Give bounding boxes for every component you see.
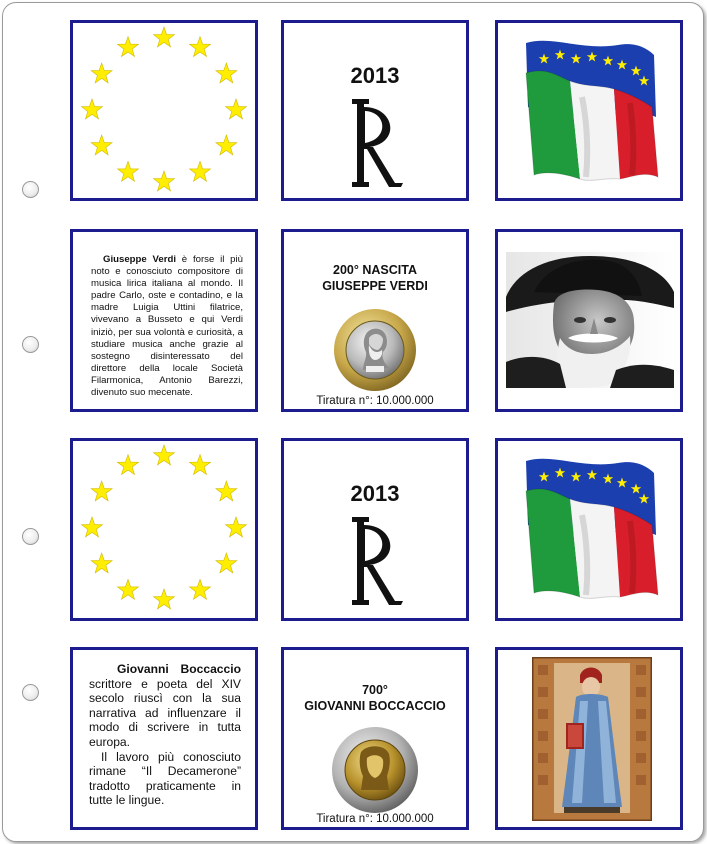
eu-star-icon	[226, 517, 247, 537]
binder-hole-icon	[22, 528, 39, 545]
coin-panel-verdi	[281, 229, 469, 412]
eu-star-icon	[216, 481, 237, 501]
eu-stars-panel	[70, 20, 258, 201]
description-text: Giuseppe Verdi è forse il più noto e conosciuto compositore di musica lirica italiana al mondo. Il padre Carlo, oste e contadino, e la madre Luigia Uttini filatrice, vivevano a Busseto e qui Verdi iniziò, per sua volontà e curiosità, a studiare musica anche grazie al sostegno disinteressato del direttore della locale Società Filarmonica, Antonio Barezzi, divenuto suo mecenate.	[91, 254, 243, 399]
eu-italy-flag-icon	[522, 455, 662, 603]
boccaccio-fresco-image	[532, 657, 652, 821]
binder-hole-icon	[22, 684, 39, 701]
year-panel	[281, 20, 469, 201]
eu-star-icon	[91, 481, 112, 501]
eu-star-icon	[190, 455, 211, 475]
description-panel-boccaccio	[70, 647, 258, 830]
coin-title: 700° GIOVANNI BOCCACCIO	[304, 683, 446, 713]
issue-year: 2013	[350, 63, 400, 88]
flag-panel	[495, 20, 683, 201]
eu-star-icon	[118, 455, 139, 475]
eu-star-icon	[82, 517, 103, 537]
portrait-panel-boccaccio	[495, 647, 683, 830]
eu-star-icon	[216, 553, 237, 573]
eu-star-icon	[154, 445, 175, 465]
coin-title: 200° NASCITA GIUSEPPE VERDI	[322, 263, 428, 293]
eu-star-icon	[91, 135, 112, 155]
eu-star-icon	[190, 161, 211, 181]
eu-star-icon	[91, 553, 112, 573]
eu-star-icon	[91, 63, 112, 83]
eu-star-icon	[154, 171, 175, 191]
coin-panel-boccaccio	[281, 647, 469, 830]
description-text: Giovanni Boccaccio scrittore e poeta del XIV secolo riuscì con la sua narrativa ad influenzare il modo di scrivere in tutta europa. Il lavoro più conosciuto rimane “Il Decamerone” tradotto praticamente in tutte le lingue.	[89, 662, 241, 808]
verdi-portrait-image	[506, 252, 674, 388]
description-subject: Giovanni Boccaccio	[117, 662, 241, 676]
eu-star-icon	[118, 161, 139, 181]
coin-image	[333, 308, 417, 392]
issue-year: 2013	[350, 481, 400, 506]
mintage-text: Tiratura n°: 10.000.000	[316, 395, 434, 407]
description-subject: Giuseppe Verdi	[103, 254, 176, 265]
portrait-panel-verdi	[495, 229, 683, 412]
binder-hole-icon	[22, 181, 39, 198]
year-panel	[281, 438, 469, 621]
eu-stars-circle-icon	[73, 23, 255, 198]
eu-stars-circle-icon	[73, 441, 255, 616]
coin-image	[331, 726, 419, 814]
eu-star-icon	[216, 63, 237, 83]
album-page	[2, 2, 704, 842]
eu-star-icon	[190, 579, 211, 599]
republic-ir-monogram-icon	[343, 515, 407, 607]
republic-ir-monogram-icon	[343, 97, 407, 189]
eu-star-icon	[154, 27, 175, 47]
eu-italy-flag-icon	[522, 37, 662, 185]
eu-star-icon	[118, 579, 139, 599]
eu-star-icon	[82, 99, 103, 119]
eu-star-icon	[190, 37, 211, 57]
mintage-text: Tiratura n°: 10.000.000	[316, 813, 434, 825]
eu-star-icon	[226, 99, 247, 119]
eu-star-icon	[118, 37, 139, 57]
flag-panel	[495, 438, 683, 621]
description-panel-verdi	[70, 229, 258, 412]
eu-star-icon	[154, 589, 175, 609]
eu-stars-panel	[70, 438, 258, 621]
eu-star-icon	[216, 135, 237, 155]
binder-hole-icon	[22, 336, 39, 353]
